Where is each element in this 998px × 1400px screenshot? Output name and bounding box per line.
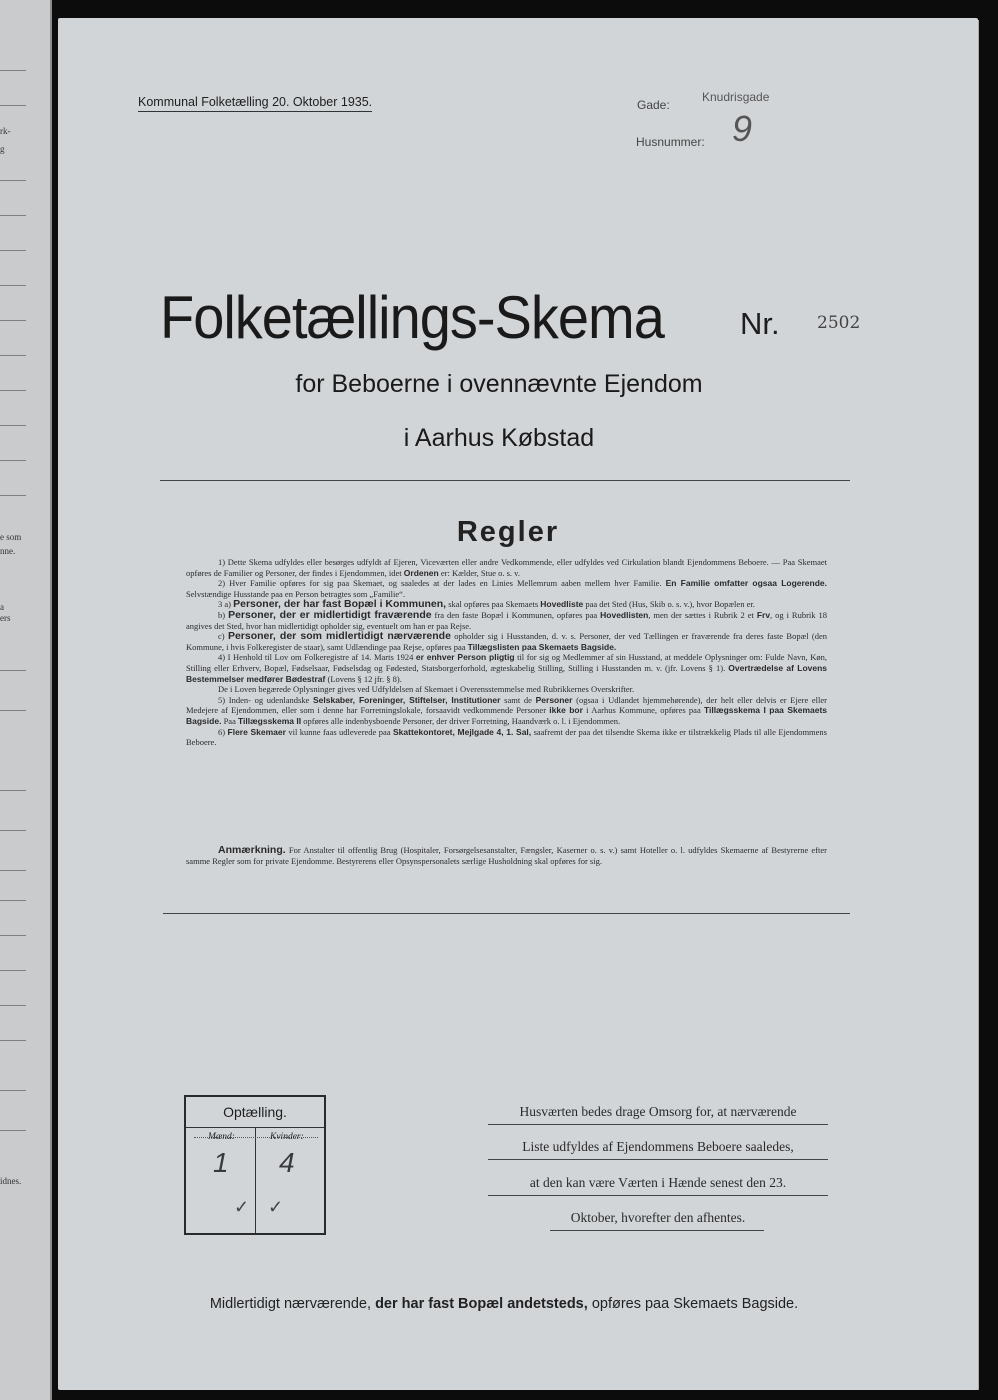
rule-4-note: De i Loven begærede Oplysninger gives ved Udfyldelsen af Skemaet i Overensstemmelse med Rubrikkernes Overskrifter.	[218, 684, 635, 695]
rule-5: 5) Inden- og udenlandske Selskaber, Foreninger, Stiftelser, Institutioner samt de Personer (ogsaa i Udlandet hjemmehørende), der helt eller delvis er Ejere eller Medejere af Ejendommen, eller som i denne har Forretningslokale, forsaavidt vedkommende Personer ikke bor i Aarhus Kommune, opføres paa Tillægsskema I paa Skemaets Bagside. Paa Tillægsskema II opføres alle indenbysboende Personer, der driver Forretning, Haandværk o. l. i Ejendommen.	[186, 694, 828, 726]
rule-3b: b) Personer, der er midlertidigt fraværende fra den faste Bopæl i Kommunen, opføres paa Hovedlisten, men der sættes i Rubrik 2 et Frv, og i Rubrik 18 angives det Sted, hvor han midlertidigt opholder sig, eventuelt om han er paa Rejse.	[186, 608, 828, 631]
rule-4: 4) I Henhold til Lov om Folkeregistre af 14. Marts 1924 er enhver Person pligtig til for sig og Medlemmer af sin Husstand, at meddele Oplysninger om: Fulde Navn, Køn, Stilling eller Erhverv, Bopæl, Fødselsaar, Fødselsdag og Fødested, Statsborgerforhold, ægteskabelig Stilling, Stilling i Husstanden m. v. (jfr. Lovens § 1). Overtrædelse af Lovens Bestemmelser medfører Bødestraf (Lovens § 12 jfr. § 8).	[186, 652, 828, 684]
tally-women-check: ✓	[268, 1197, 284, 1217]
annotation-label: Anmærkning.	[218, 844, 286, 856]
tally-women-value: 4	[279, 1147, 295, 1178]
left-fragment: a	[0, 602, 4, 612]
left-fragment: nne.	[0, 546, 16, 556]
rule-3a: 3 a) Personer, der har fast Bopæl i Kommunen, skal opføres paa Skemaets Hovedliste paa det Sted (Hus, Skib o. s. v.), hvor Bopælen er.	[218, 598, 755, 611]
notice-line-1: Husværten bedes drage Omsorg for, at nærværende	[519, 1104, 797, 1119]
house-number-value: 9	[732, 108, 753, 149]
notice-line-3: at den kan være Værten i Hænde senest den 23.	[529, 1175, 787, 1190]
tally-men-check: ✓	[234, 1197, 250, 1217]
left-page-strip	[0, 0, 52, 1400]
census-date-line: Kommunal Folketælling 20. Oktober 1935.	[138, 95, 372, 112]
tally-women-label: Kvinder:	[270, 1132, 304, 1142]
form-number-value: 2502	[817, 313, 861, 333]
rule-3c: c) Personer, der som midlertidigt nærværende opholder sig i Husstanden, d. v. s. Personer, der ved Tællingen er fraværende fra deres faste Bopæl (den Kommune, i hvis Folkeregister de staar), samt Udlændinge paa Rejse, opføres paa Tillægslisten paa Skemaets Bagside.	[186, 630, 828, 652]
notice-line-4: Oktober, hvorefter den afhentes.	[570, 1210, 746, 1225]
left-fragment: ers	[0, 613, 11, 623]
form-number-label: Nr.	[740, 306, 780, 341]
left-fragment: rk-	[0, 126, 11, 136]
tally-box	[184, 1095, 326, 1235]
divider-bottom	[163, 913, 850, 914]
rule-2: 2) Hver Familie opføres for sig paa Skemaet, og saaledes at der lades en Linies Mellemrum aaben mellem hver Familie. En Familie omfatter ogsaa Logerende. Selvstændige Husstande paa en Person betragtes som „Familie“.	[186, 578, 828, 599]
rules-heading: Regler	[456, 516, 560, 548]
street-label: Gade:	[637, 98, 670, 112]
tally-men-value: 1	[213, 1147, 229, 1178]
form-subtitle-1: for Beboerne i ovennævnte Ejendom	[295, 370, 703, 398]
tally-title: Optælling.	[186, 1097, 324, 1128]
left-fragment: e som	[0, 532, 22, 542]
rule-6: 6) Flere Skemaer vil kunne faas udleverede paa Skattekontoret, Mejlgade 4, 1. Sal, saafremt der paa det tilsendte Skema ikke er tilstrækkelig Plads til alle Ejendommens Beboere.	[186, 726, 827, 748]
rule-1: 1) Dette Skema udfyldes eller besørges udfyldt af Ejeren, Viceværten eller andre Vedkommende, eller udfyldes ved Cirkulation blandt Ejendommens Beboere. — Paa Skemaet opføres de Familier og Personer, der findes i Ejendommen, idet Ordenen er: Kælder, Stue o. s. v.	[186, 557, 827, 578]
street-value: Knudrisgade	[702, 90, 770, 104]
footer-instruction: Midlertidigt nærværende, der har fast Bopæl andetsteds, opføres paa Skemaets Bagside.	[209, 1296, 799, 1312]
form-title: Folketællings-Skema	[160, 283, 664, 352]
annotation-text: For Anstalter til offentlig Brug (Hospitaler, Forsørgelsesanstalter, Fængsler, Kaserner o. s. v.) samt Hoteller o. l. udfyldes Skemaerne af Bestyrerne efter samme Regler som for private Ejendomme. Bestyrerens eller Opsynspersonalets særlige Husholdning skal opføres for sig.	[186, 845, 827, 866]
left-fragment: g	[0, 144, 5, 154]
annotation-note	[186, 845, 827, 867]
divider-top	[160, 480, 850, 481]
house-number-label: Husnummer:	[636, 135, 705, 149]
tally-men-label: Mænd:	[208, 1132, 235, 1142]
left-fragment: idnes.	[0, 1176, 22, 1186]
form-subtitle-2: i Aarhus Købstad	[403, 424, 595, 452]
notice-line-2: Liste udfyldes af Ejendommens Beboere saaledes,	[522, 1139, 794, 1154]
rules-body	[186, 557, 827, 748]
